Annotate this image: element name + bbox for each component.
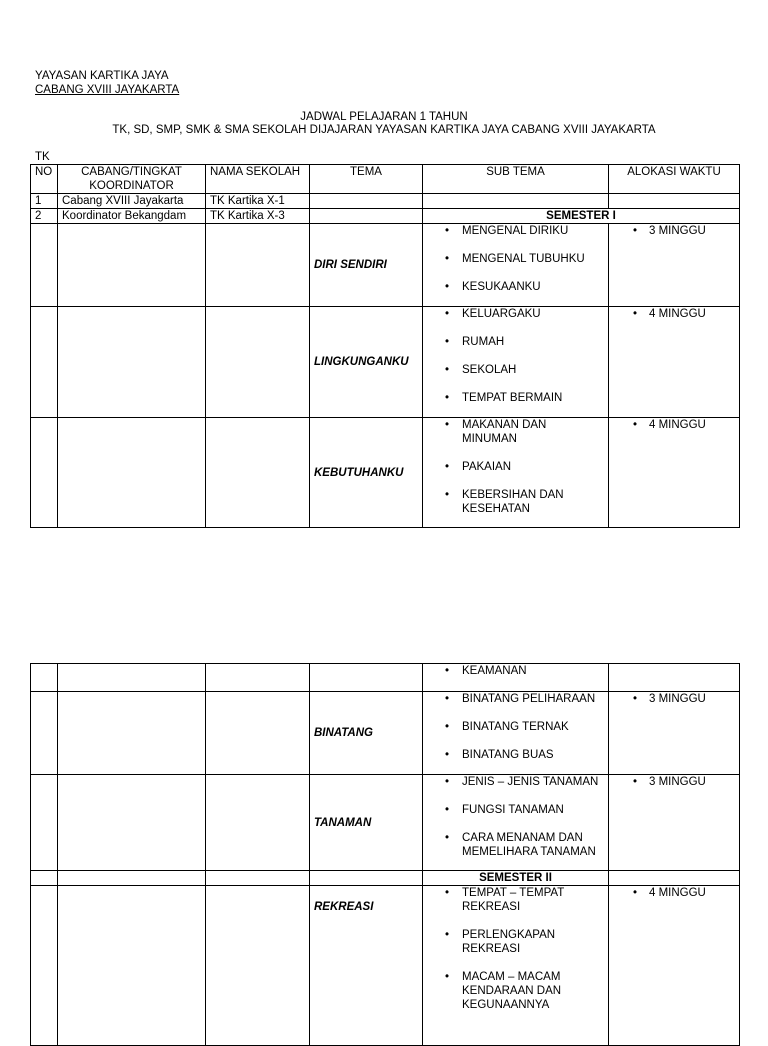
org-branch: CABANG XVIII JAYAKARTA	[35, 84, 180, 96]
school-no: 2	[31, 209, 58, 224]
sub-tema-cell	[423, 224, 609, 307]
school-name: TK Kartika X-3	[206, 209, 310, 224]
list-item: • KELUARGAKU	[427, 307, 604, 321]
sub-tema-cell	[423, 307, 609, 418]
table-row	[31, 775, 740, 871]
schedule-table-page2	[30, 663, 740, 1046]
sub-tema-cell	[423, 886, 609, 1046]
semester-2-label: SEMESTER II	[423, 871, 609, 886]
list-item: • PERLENGKAPAN REKREASI	[427, 928, 604, 956]
tema-cell: DIRI SENDIRI	[310, 224, 423, 307]
list-item: • TEMPAT – TEMPAT REKREASI	[427, 886, 604, 914]
tema-cell: LINGKUNGANKU	[310, 307, 423, 418]
list-item: • 4 MINGGU	[613, 307, 735, 321]
list-item: • KEBERSIHAN DAN KESEHATAN	[427, 488, 604, 516]
alokasi-cell	[609, 692, 740, 775]
school-no: 1	[31, 194, 58, 209]
alokasi-cell	[609, 224, 740, 307]
list-item: • TEMPAT BERMAIN	[427, 391, 604, 405]
header-cabang-line2: KOORDINATOR	[89, 180, 174, 192]
table-row	[31, 224, 740, 307]
tema-cell: REKREASI	[310, 886, 423, 1046]
alokasi-cell	[609, 886, 740, 1046]
list-item: • BINATANG PELIHARAAN	[427, 692, 604, 706]
header-cabang-line1: CABANG/TINGKAT	[81, 166, 182, 178]
list-item: • 3 MINGGU	[613, 224, 735, 238]
list-item: • 3 MINGGU	[613, 775, 735, 789]
school-cabang: Koordinator Bekangdam	[58, 209, 206, 224]
alokasi-cell	[609, 307, 740, 418]
list-item: • BINATANG BUAS	[427, 748, 604, 762]
list-item: • JENIS – JENIS TANAMAN	[427, 775, 604, 789]
header-no: NO	[31, 165, 58, 194]
table-row	[31, 692, 740, 775]
school-cabang: Cabang XVIII Jayakarta	[58, 194, 206, 209]
header-tema: TEMA	[310, 165, 423, 194]
sub-tema-cell	[423, 664, 609, 692]
list-item: • 3 MINGGU	[613, 692, 735, 706]
table-row	[31, 871, 740, 886]
document-subtitle: TK, SD, SMP, SMK & SMA SEKOLAH DIJAJARAN YAYASAN KARTIKA JAYA CABANG XVIII JAYAKARTA	[112, 124, 656, 136]
header-sekolah: NAMA SEKOLAH	[206, 165, 310, 194]
table-row	[31, 307, 740, 418]
list-item: • 4 MINGGU	[613, 886, 735, 900]
list-item: • MAKANAN DAN MINUMAN	[427, 418, 604, 446]
header-alokasi: ALOKASI WAKTU	[609, 165, 740, 194]
header-sub-tema: SUB TEMA	[423, 165, 609, 194]
sub-tema-cell	[423, 418, 609, 528]
list-item: • MENGENAL DIRIKU	[427, 224, 604, 238]
sub-tema-cell	[423, 692, 609, 775]
school-name: TK Kartika X-1	[206, 194, 310, 209]
list-item: • FUNGSI TANAMAN	[427, 803, 604, 817]
org-name: YAYASAN KARTIKA JAYA	[35, 70, 169, 82]
tema-cell: TANAMAN	[310, 775, 423, 871]
tema-cell: BINATANG	[310, 692, 423, 775]
list-item: • KEAMANAN	[427, 664, 604, 678]
list-item: • RUMAH	[427, 335, 604, 349]
schedule-table-page1	[30, 164, 740, 528]
document-title: JADWAL PELAJARAN 1 TAHUN	[300, 111, 468, 123]
tema-cell: KEBUTUHANKU	[310, 418, 423, 528]
list-item: • BINATANG TERNAK	[427, 720, 604, 734]
table-row	[31, 886, 740, 1046]
list-item: • SEKOLAH	[427, 363, 604, 377]
sub-tema-cell	[423, 775, 609, 871]
semester-1-label: SEMESTER I	[423, 209, 740, 224]
list-item: • MENGENAL TUBUHKU	[427, 252, 604, 266]
list-item: • KESUKAANKU	[427, 280, 604, 294]
table-row	[31, 209, 740, 224]
alokasi-cell	[609, 418, 740, 528]
list-item: • MACAM – MACAM KENDARAAN DAN KEGUNAANNYA	[427, 970, 604, 1012]
table-header-row	[31, 165, 740, 194]
header-cabang	[58, 165, 206, 194]
list-item: • 4 MINGGU	[613, 418, 735, 432]
table-row	[31, 418, 740, 528]
list-item: • PAKAIAN	[427, 460, 604, 474]
alokasi-cell	[609, 775, 740, 871]
level-label: TK	[35, 151, 50, 163]
table-row	[31, 664, 740, 692]
table-row	[31, 194, 740, 209]
list-item: • CARA MENANAM DAN MEMELIHARA TANAMAN	[427, 831, 604, 859]
